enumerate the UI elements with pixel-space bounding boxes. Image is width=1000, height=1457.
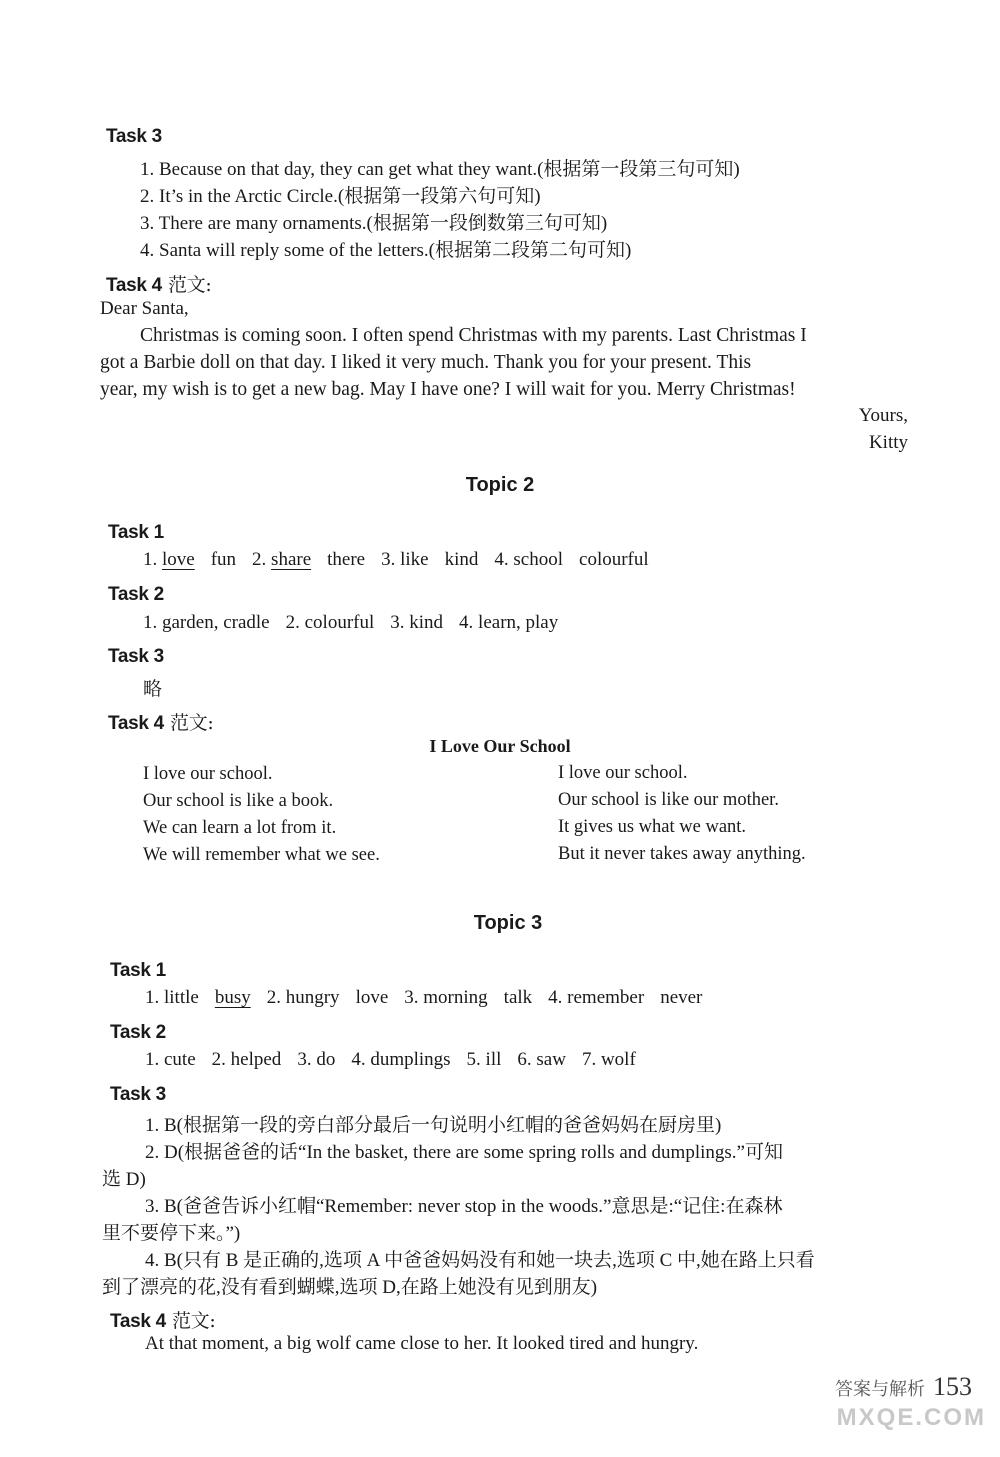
poem-left-line: We can learn a lot from it. — [143, 818, 337, 838]
poem-left-line: Our school is like a book. — [143, 791, 334, 811]
topic3-task-2-heading: Task 2 — [110, 1022, 166, 1043]
topic3-task3-line: 1. B(根据第一段的旁白部分最后一句说明小红帽的爸爸妈妈在厨房里) — [145, 1115, 722, 1136]
topic3-task3-line: 3. B(爸爸告诉小红帽“Remember: never stop in the woods.”意思是:“记住:在森林 — [145, 1196, 783, 1217]
topic3-task3-line: 选 D) — [102, 1169, 146, 1190]
topic3-task-4-heading: Task 4 范文: — [110, 1310, 216, 1332]
topic2-task3-answer: 略 — [143, 678, 163, 700]
topic-3-title: Topic 3 — [473, 912, 543, 934]
letter-signature: Kitty — [868, 432, 908, 453]
topic3-task3-line: 2. D(根据爸爸的话“In the basket, there are some spring rolls and dumplings.”可知 — [145, 1142, 783, 1163]
topic3-task-3-heading: Task 3 — [110, 1084, 166, 1105]
task-3-heading: Task 3 — [106, 126, 162, 147]
topic3-task1-answers: 1. little busy 2. hungry love 3. morning talk 4. remember never — [145, 987, 703, 1008]
topic3-task3-line: 4. B(只有 B 是正确的,选项 A 中爸爸妈妈没有和她一块去,选项 C 中,她在路上只看 — [145, 1250, 815, 1271]
letter-body-line: Christmas is coming soon. I often spend Christmas with my parents. Last Christmas I — [140, 325, 807, 346]
topic2-task-1-heading: Task 1 — [108, 522, 164, 543]
topic2-task-3-heading: Task 3 — [108, 646, 164, 667]
letter-greeting: Dear Santa, — [100, 298, 189, 319]
poem-right-line: It gives us what we want. — [558, 817, 747, 837]
letter-body-line: year, my wish is to get a new bag. May I have one? I will wait for you. Merry Christmas! — [100, 379, 796, 400]
topic3-task4-text: At that moment, a big wolf came close to her. It looked tired and hungry. — [145, 1333, 699, 1354]
poem-left-line: I love our school. — [143, 764, 273, 784]
answer-line: 3. There are many ornaments.(根据第一段倒数第三句可知) — [140, 213, 608, 234]
task-4-heading: Task 4 范文: — [106, 274, 212, 296]
topic2-task-4-heading: Task 4 范文: — [108, 712, 214, 734]
letter-closing: Yours, — [858, 405, 908, 426]
topic2-task1-answers: 1. love fun 2. share there 3. like kind 4. school colourful — [143, 549, 649, 570]
poem-right-line: Our school is like our mother. — [558, 790, 779, 810]
topic-2-title: Topic 2 — [465, 474, 535, 496]
topic2-task-2-heading: Task 2 — [108, 584, 164, 605]
topic3-task3-line: 里不要停下来。”) — [102, 1223, 241, 1244]
answer-line: 2. It’s in the Arctic Circle.(根据第一段第六句可知) — [140, 186, 541, 207]
topic3-task3-line: 到了漂亮的花,没有看到蝴蝶,选项 D,在路上她没有见到朋友) — [102, 1277, 598, 1298]
page-footer — [835, 1372, 972, 1402]
poem-left-line: We will remember what we see. — [143, 845, 380, 865]
poem-right-line: But it never takes away anything. — [558, 844, 806, 864]
poem-title: I Love Our School — [429, 736, 571, 756]
poem-right-line: I love our school. — [558, 763, 688, 783]
answer-line: 4. Santa will reply some of the letters.(根据第二段第二句可知) — [140, 240, 632, 261]
answer-line: 1. Because on that day, they can get what they want.(根据第一段第三句可知) — [140, 159, 740, 180]
topic3-task2-answers: 1. cute 2. helped 3. do 4. dumplings 5. ill 6. saw 7. wolf — [145, 1049, 636, 1070]
topic2-task2-answers: 1. garden, cradle 2. colourful 3. kind 4. learn, play — [143, 612, 559, 633]
letter-body-line: got a Barbie doll on that day. I liked it very much. Thank you for your present. This — [100, 352, 752, 373]
page-number: 153 — [933, 1372, 972, 1401]
topic3-task-1-heading: Task 1 — [110, 960, 166, 981]
footer-section: 答案与解析 — [835, 1379, 925, 1399]
watermark: MXQE.COM — [836, 1404, 986, 1431]
